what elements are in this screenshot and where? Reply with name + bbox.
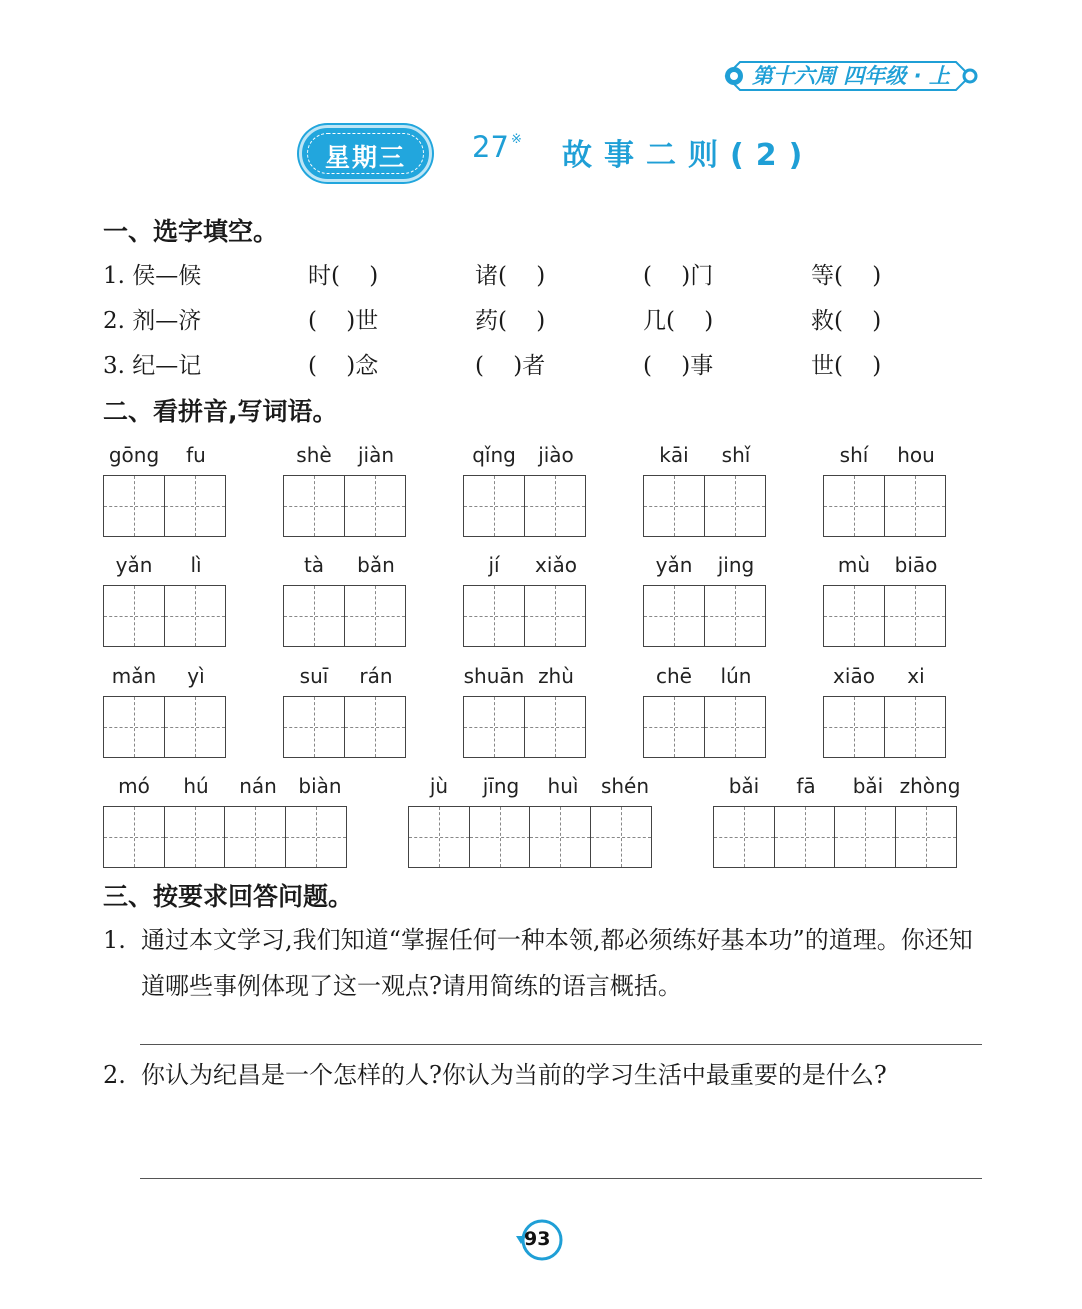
pinyin-label: shè	[296, 443, 332, 467]
weekday-pill	[299, 125, 432, 182]
writing-box[interactable]	[895, 806, 957, 868]
question-number: 1.	[103, 926, 126, 954]
writing-box[interactable]	[164, 806, 226, 868]
answer-line-2[interactable]	[140, 1178, 982, 1179]
writing-box[interactable]	[469, 806, 531, 868]
writing-box[interactable]	[643, 475, 705, 537]
pinyin-label: shí	[839, 443, 869, 467]
writing-box[interactable]	[344, 475, 406, 537]
writing-box[interactable]	[524, 696, 586, 758]
pinyin-label: lún	[720, 664, 752, 688]
question-number: 2.	[103, 1061, 126, 1089]
writing-box[interactable]	[884, 585, 946, 647]
pinyin-label: jiàn	[357, 443, 395, 467]
writing-box[interactable]	[103, 806, 165, 868]
pinyin-label: huì	[547, 774, 579, 798]
lesson-number: 27	[472, 130, 509, 164]
writing-box[interactable]	[823, 585, 885, 647]
pinyin-label: zhù	[538, 664, 574, 688]
pinyin-label: biāo	[894, 553, 938, 577]
lesson-title: 故事二则(2)	[562, 138, 815, 173]
pinyin-label: jí	[488, 553, 500, 577]
pinyin-label: zhòng	[899, 774, 961, 798]
writing-box[interactable]	[823, 475, 885, 537]
choice-row-label: 3. 纪—记	[103, 353, 202, 379]
writing-box[interactable]	[529, 806, 591, 868]
writing-box[interactable]	[704, 696, 766, 758]
question-1	[103, 917, 983, 1009]
writing-box[interactable]	[834, 806, 896, 868]
pinyin-label: fu	[186, 443, 206, 467]
pinyin-label: mǎn	[111, 664, 157, 688]
writing-box[interactable]	[103, 475, 165, 537]
writing-box[interactable]	[884, 696, 946, 758]
pinyin-label: jing	[717, 553, 755, 577]
pinyin-label: mó	[118, 774, 150, 798]
blank-item[interactable]: 世( )	[811, 353, 882, 379]
writing-box[interactable]	[643, 585, 705, 647]
pinyin-label: shǐ	[721, 443, 751, 467]
blank-item[interactable]: ( )念	[308, 353, 379, 379]
pinyin-label: fā	[796, 774, 816, 798]
weekday-label: 星期三	[324, 143, 406, 172]
pinyin-label: jīng	[482, 774, 520, 798]
writing-box[interactable]	[463, 696, 525, 758]
pinyin-label: rán	[359, 664, 393, 688]
choice-row-label: 1. 侯—候	[103, 263, 202, 289]
pinyin-label: bǎi	[728, 774, 760, 798]
pinyin-label: xiāo	[833, 664, 875, 688]
pinyin-label: gōng	[108, 443, 160, 467]
writing-box[interactable]	[884, 475, 946, 537]
week-grade-label: 第十六周 四年级 · 上	[752, 64, 950, 88]
blank-item[interactable]: 救( )	[811, 308, 882, 334]
pinyin-label: hou	[897, 443, 935, 467]
section-3-title: 三、按要求回答问题。	[103, 882, 354, 911]
pinyin-label: chē	[656, 664, 692, 688]
writing-box[interactable]	[164, 585, 226, 647]
pinyin-label: shuān	[463, 664, 525, 688]
writing-box[interactable]	[344, 696, 406, 758]
writing-box[interactable]	[524, 475, 586, 537]
writing-box[interactable]	[285, 806, 347, 868]
section-2-title: 二、看拼音,写词语。	[103, 397, 338, 426]
pinyin-label: qǐng	[472, 443, 516, 467]
writing-box[interactable]	[774, 806, 836, 868]
pinyin-label: nán	[239, 774, 277, 798]
choice-row-label: 2. 剂—济	[103, 308, 202, 334]
pinyin-label: tà	[303, 553, 325, 577]
writing-box[interactable]	[463, 475, 525, 537]
page-number-badge	[512, 1218, 566, 1262]
pinyin-label: suī	[299, 664, 329, 688]
pinyin-label: yǎn	[655, 553, 693, 577]
pinyin-label: bǎn	[357, 553, 395, 577]
pinyin-label: hú	[183, 774, 209, 798]
writing-box[interactable]	[408, 806, 470, 868]
pinyin-label: shén	[600, 774, 650, 798]
pinyin-label: lì	[190, 553, 202, 577]
pinyin-label: jù	[429, 774, 449, 798]
blank-item[interactable]: 等( )	[811, 263, 882, 289]
writing-box[interactable]	[704, 475, 766, 537]
pinyin-label: bǎi	[852, 774, 884, 798]
blank-item[interactable]: ( )事	[643, 353, 714, 379]
writing-box[interactable]	[590, 806, 652, 868]
blank-item[interactable]: ( )者	[475, 353, 546, 379]
writing-box[interactable]	[713, 806, 775, 868]
writing-box[interactable]	[164, 696, 226, 758]
writing-box[interactable]	[283, 475, 345, 537]
blank-item[interactable]: ( )世	[308, 308, 379, 334]
writing-box[interactable]	[164, 475, 226, 537]
pinyin-label: biàn	[298, 774, 342, 798]
pinyin-label: xi	[907, 664, 925, 688]
pinyin-label: mù	[837, 553, 871, 577]
writing-box[interactable]	[524, 585, 586, 647]
blank-item[interactable]: 药( )	[475, 308, 546, 334]
writing-box[interactable]	[704, 585, 766, 647]
pinyin-label: kāi	[659, 443, 689, 467]
question-text: 你认为纪昌是一个怎样的人?你认为当前的学习生活中最重要的是什么?	[141, 1061, 887, 1089]
writing-box[interactable]	[643, 696, 705, 758]
writing-box[interactable]	[344, 585, 406, 647]
page-number: 93	[524, 1228, 551, 1250]
blank-item[interactable]: 几( )	[643, 308, 714, 334]
pinyin-label: jiào	[538, 443, 574, 467]
question-2	[103, 1052, 983, 1144]
writing-box[interactable]	[823, 696, 885, 758]
pinyin-label: yǎn	[115, 553, 153, 577]
writing-box[interactable]	[103, 696, 165, 758]
answer-line-1[interactable]	[140, 1044, 982, 1045]
blank-item[interactable]: 时( )	[308, 263, 379, 289]
writing-box[interactable]	[103, 585, 165, 647]
blank-item[interactable]: 诸( )	[475, 263, 546, 289]
pinyin-label: xiǎo	[535, 553, 577, 577]
section-1-title: 一、选字填空。	[103, 217, 279, 246]
writing-box[interactable]	[283, 696, 345, 758]
lesson-mark: ※	[511, 132, 522, 147]
pinyin-label: yì	[187, 664, 205, 688]
writing-box[interactable]	[463, 585, 525, 647]
writing-box[interactable]	[224, 806, 286, 868]
question-text: 通过本文学习,我们知道“掌握任何一种本领,都必须练好基本功”的道理。你还知道哪些事例体现了这一观点?请用简练的语言概括。	[141, 926, 973, 1000]
writing-box[interactable]	[283, 585, 345, 647]
blank-item[interactable]: ( )门	[643, 263, 714, 289]
